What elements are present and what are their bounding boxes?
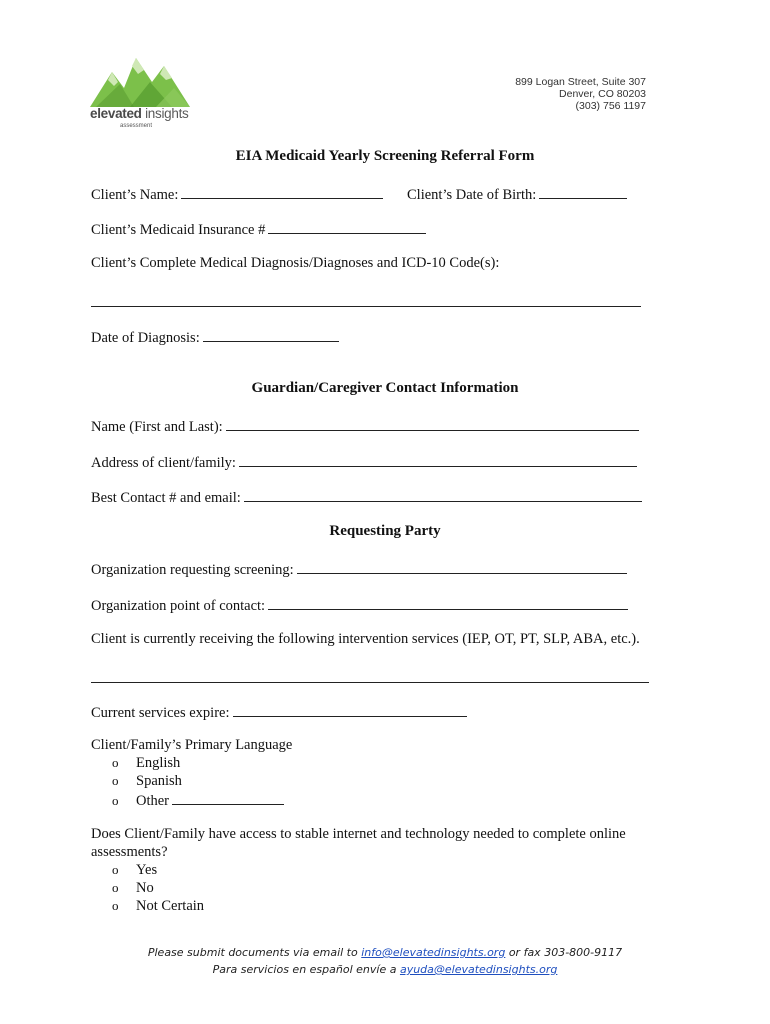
office-address [515, 76, 646, 112]
checkbox-bullet-icon: o [112, 862, 119, 877]
client-dob-row [407, 184, 627, 204]
internet-option-not-certain[interactable] [112, 898, 204, 915]
internet-option-yes[interactable] [112, 862, 157, 879]
internet-label-line2: assessments? [91, 844, 168, 860]
language-label: Client/Family’s Primary Language [91, 737, 293, 753]
medicaid-label: Client’s Medicaid Insurance # [91, 222, 266, 238]
org-contact-field[interactable] [268, 595, 628, 610]
org-label: Organization requesting screening: [91, 562, 294, 578]
guardian-name-field[interactable] [226, 416, 639, 431]
address-phone: (303) 756 1197 [575, 100, 646, 112]
date-diagnosis-row [91, 327, 339, 347]
form-title: EIA Medicaid Yearly Screening Referral Form [235, 148, 535, 164]
client-name-row [91, 184, 383, 204]
guardian-contact-field[interactable] [244, 487, 642, 502]
logo-wordmark: elevated insights [90, 106, 189, 121]
option-label: Spanish [136, 773, 182, 789]
requesting-heading: Requesting Party [329, 523, 441, 539]
footer-line-2 [0, 963, 770, 976]
ayuda-email-link[interactable]: ayuda@elevatedinsights.org [399, 963, 558, 976]
option-label: Other [136, 793, 170, 809]
language-other-field[interactable] [172, 790, 284, 805]
guardian-heading: Guardian/Caregiver Contact Information [251, 380, 519, 396]
guardian-name-label: Name (First and Last): [91, 419, 223, 435]
client-name-label: Client’s Name: [91, 187, 179, 203]
checkbox-bullet-icon: o [112, 880, 119, 895]
client-dob-label: Client’s Date of Birth: [407, 187, 537, 203]
logo-subtitle: assessment [120, 123, 153, 129]
guardian-address-field[interactable] [239, 452, 637, 467]
option-label: English [136, 755, 181, 771]
footer-fax-text: or fax 303-800-9117 [505, 946, 623, 959]
language-option-other[interactable] [112, 790, 284, 810]
option-label: No [136, 880, 154, 896]
services-label: Client is currently receiving the following intervention services (IEP, OT, PT, SLP, ABA, etc.). [91, 631, 640, 647]
guardian-contact-label: Best Contact # and email: [91, 490, 241, 506]
option-label: Not Certain [136, 898, 205, 914]
expire-field[interactable] [233, 702, 467, 717]
expire-label: Current services expire: [91, 705, 230, 721]
guardian-address-label: Address of client/family: [91, 455, 236, 471]
mountain-logo-icon [90, 52, 190, 108]
language-option-english[interactable] [112, 755, 180, 772]
diagnosis-label: Client’s Complete Medical Diagnosis/Diagnoses and ICD-10 Code(s): [91, 255, 500, 271]
checkbox-bullet-icon: o [112, 773, 119, 788]
address-street: 899 Logan Street, Suite 307 [515, 76, 646, 88]
diagnosis-field[interactable] [91, 306, 641, 307]
org-field[interactable] [297, 559, 627, 574]
info-email-link[interactable]: info@elevatedinsights.org [361, 946, 506, 959]
guardian-address-row [91, 452, 637, 472]
footer-spanish-text: Para servicios en español envíe a [212, 963, 400, 976]
address-city: Denver, CO 80203 [559, 88, 646, 100]
footer-line-1 [0, 946, 770, 959]
elevated-insights-logo [86, 52, 196, 132]
org-contact-row [91, 595, 628, 615]
org-contact-label: Organization point of contact: [91, 598, 266, 614]
guardian-name-row [91, 416, 639, 436]
client-dob-field[interactable] [539, 184, 627, 199]
internet-label-line1: Does Client/Family have access to stable internet and technology needed to complete online [91, 826, 626, 842]
internet-option-no[interactable] [112, 880, 154, 897]
date-diagnosis-field[interactable] [203, 327, 339, 342]
client-name-field[interactable] [181, 184, 383, 199]
org-row [91, 559, 627, 579]
date-diagnosis-label: Date of Diagnosis: [91, 330, 200, 346]
services-field[interactable] [91, 682, 649, 683]
option-label: Yes [136, 862, 158, 878]
medicaid-field[interactable] [268, 219, 426, 234]
checkbox-bullet-icon: o [112, 793, 119, 808]
language-option-spanish[interactable] [112, 773, 182, 790]
checkbox-bullet-icon: o [112, 755, 119, 770]
guardian-contact-row [91, 487, 642, 507]
medicaid-row [91, 219, 426, 239]
checkbox-bullet-icon: o [112, 898, 119, 913]
footer-submit-text: Please submit documents via email to [147, 946, 362, 959]
expire-row [91, 702, 467, 722]
